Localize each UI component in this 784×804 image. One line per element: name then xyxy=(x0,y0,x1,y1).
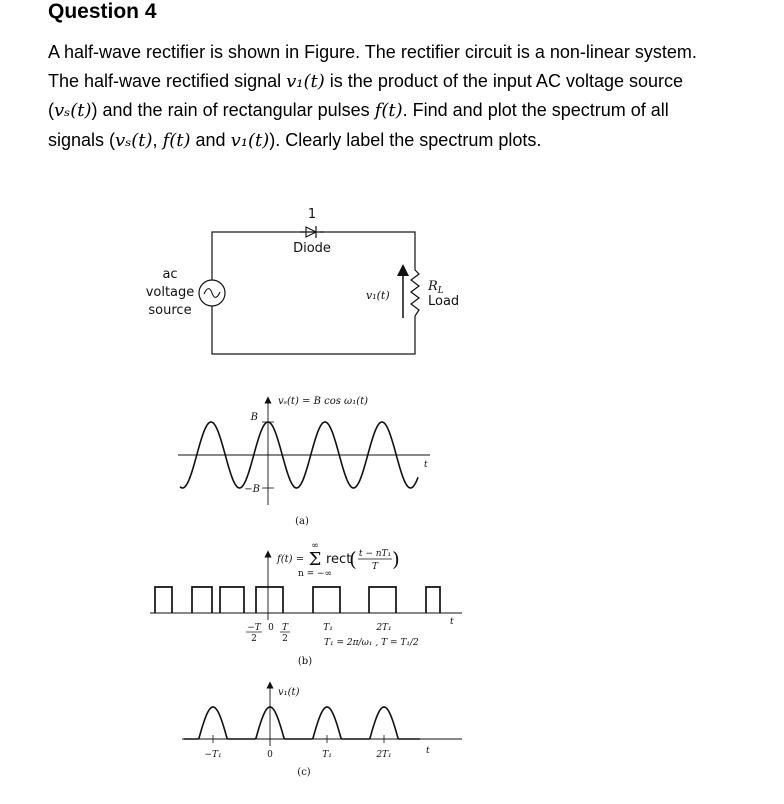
fig-b-tick-2t1: 2T₁ xyxy=(376,623,392,633)
fig-b-tick-t1: T₁ xyxy=(323,623,333,633)
figure-b-pulse-train xyxy=(150,541,462,667)
fig-b-period-relation: T₁ = 2π/ω₁ , T = T₁/2 xyxy=(324,638,419,648)
load-symbol: $R_L$ xyxy=(428,279,444,296)
source-label-source: source xyxy=(148,303,192,318)
fig-b-tick-neg-half: −T xyxy=(247,623,261,633)
math-v1t-2: v₁(t) xyxy=(230,129,270,151)
diode-icon xyxy=(300,224,324,240)
figure-c-rectified xyxy=(182,685,462,778)
source-label-ac: ac xyxy=(162,267,178,282)
fig-b-paren-open: ( xyxy=(349,547,357,571)
fig-c-half-wave-curve xyxy=(184,707,420,739)
diode-number: 1 xyxy=(307,207,317,222)
fig-b-tick-zero: 0 xyxy=(268,623,274,633)
fig-c-tick-t1-label: T₁ xyxy=(322,750,332,760)
fig-c-tick-zero-label: 0 xyxy=(267,750,273,760)
fig-c-tick-neg-label: −T₁ xyxy=(204,750,222,760)
body-line-2a: The half-wave rectified signal xyxy=(48,70,287,91)
math-ft-2: f(t) xyxy=(162,129,191,151)
load-label: Load xyxy=(428,294,460,309)
fig-b-tick-neg-den: 2 xyxy=(251,634,257,644)
fig-b-eq-lhs: f(t) = xyxy=(277,554,305,565)
body-line-3a: ) and the rain of rectangular pulses xyxy=(91,100,375,120)
figure-a-sinusoid xyxy=(178,396,430,527)
resistor-icon xyxy=(409,270,421,316)
output-voltage-label: v₁(t) xyxy=(366,289,390,302)
body-sep-1: , xyxy=(152,129,163,150)
fig-b-paren-close: ) xyxy=(392,547,400,571)
diode-label: Diode xyxy=(293,241,331,256)
fig-a-amp-neg: −B xyxy=(244,484,260,495)
body-sep-2: and xyxy=(190,129,231,150)
fig-a-axis-t: t xyxy=(424,460,428,470)
fig-a-equation: vₛ(t) = B cos ω₁(t) xyxy=(278,396,369,407)
fig-b-rect-numerator: t − nT₁ xyxy=(358,549,392,559)
fig-b-rect-pulses xyxy=(155,587,440,613)
body-line-4a: signals ( xyxy=(48,129,116,150)
body-line-3b: . Find and plot the spectrum of all xyxy=(402,100,669,120)
circuit-diagram xyxy=(146,207,459,354)
fig-b-rect-label: rect xyxy=(326,552,352,567)
fig-b-sum-top: ∞ xyxy=(311,541,319,551)
fig-b-axis-t: t xyxy=(450,617,454,627)
math-vst: vₛ(t) xyxy=(54,100,92,121)
fig-b-sum-symbol: Σ xyxy=(308,549,322,570)
math-v1t: v₁(t) xyxy=(286,70,325,92)
fig-c-axis-t: t xyxy=(426,746,430,756)
math-vst-2: vₛ(t) xyxy=(115,129,153,151)
question-body: A half-wave rectifier is shown in Figure. The rectifier circuit is a non-linear system. The half-wave rectified signal v₁(t) is the product of the input AC voltage source (vₛ(t)) and the rain of rectangular pulses f(t). Find and plot the spectrum of all signals (vₛ(t), f(t) and v₁(t)). Clearly label the spectrum plots. xyxy=(48,42,697,151)
source-label-voltage: voltage xyxy=(145,285,195,300)
fig-c-caption: (c) xyxy=(297,767,311,778)
fig-a-amp-pos: B xyxy=(250,412,258,423)
fig-a-caption: (a) xyxy=(295,516,309,527)
math-ft: f(t) xyxy=(374,100,403,121)
body-line-1: A half-wave rectifier is shown in Figure. The rectifier circuit is a non-linear system. xyxy=(48,42,697,62)
fig-b-caption: (b) xyxy=(297,656,313,667)
ac-source-icon xyxy=(199,280,225,306)
question-title: Question 4 xyxy=(48,0,157,23)
body-line-2b: is the product of the input AC voltage source xyxy=(324,70,684,91)
fig-c-ylabel: v₁(t) xyxy=(278,687,300,698)
fig-c-tick-2t1-label: 2T₁ xyxy=(376,750,392,760)
fig-b-rect-denominator: T xyxy=(371,562,379,572)
body-line-4b: ). Clearly label the spectrum plots. xyxy=(269,129,542,150)
fig-b-tick-pos-den: 2 xyxy=(282,634,288,644)
fig-b-sum-bottom: n = −∞ xyxy=(297,569,333,579)
fig-b-tick-pos-half: T xyxy=(281,623,289,633)
